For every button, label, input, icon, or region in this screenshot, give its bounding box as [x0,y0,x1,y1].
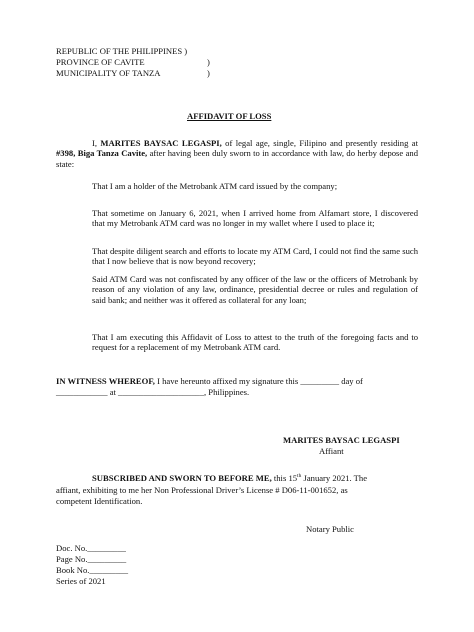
statement-3: That despite diligent search and efforts to locate my ATM Card, I could not find the same such that I now believe that is now beyond recovery; [92,246,418,267]
affiant-signature-name: MARITES BAYSAC LEGASPI [283,435,400,445]
subscribed-lead: SUBSCRIBED AND SWORN TO BEFORE ME, [92,473,272,483]
statement-5: That I am executing this Affidavit of Loss to attest to the truth of the foregoing facts and to request for a replacement of my Metrobank ATM card. [92,332,418,353]
statement-1: That I am a holder of the Metrobank ATM card issued by the company; [92,181,338,191]
header-municipality: MUNICIPALITY OF TANZA [56,68,161,78]
subscribed-line-2: affiant, exhibiting to me her Non Professional Driver’s License # D06-11-001652, as [56,485,348,495]
subscribed-line-1 [92,473,418,483]
header-province: PROVINCE OF CAVITE [56,57,145,67]
header-municipality-paren: ) [207,68,210,78]
document-title: AFFIDAVIT OF LOSS [187,111,272,121]
subscribed-line-3: competent Identification. [56,496,143,506]
header-province-paren: ) [207,57,210,67]
subscribed-date-post: January 2021. The [303,473,368,483]
doc-no: Doc. No._________ [56,543,126,553]
intro-pre-name: I, [92,138,98,148]
witness-lead: IN WITNESS WHEREOF, [56,376,155,386]
intro-post-address: after having been duly sworn to in accordance with law, do herby depose and state: [56,148,418,169]
series-year: Series of 2021 [56,576,106,586]
page-no: Page No._________ [56,554,127,564]
witness-line-1 [56,376,363,386]
witness-line-2: ____________ at ____________________, Philippines. [56,387,250,397]
intro-post-name: of legal age, single, Filipino and presently residing at [225,138,418,148]
statement-2: That sometime on January 6, 2021, when I arrived home from Alfamart store, I discovered that my Metrobank ATM card was no longer in my wallet where I used to place it; [92,208,418,229]
address-inline: #398, Biga Tanza Cavite, [56,148,148,159]
notary-public-label: Notary Public [306,524,354,534]
affiant-label: Affiant [319,446,344,456]
witness-rest: I have hereunto affixed my signature this _________ day of [157,376,363,386]
affiant-name-inline: MARITES BAYSAC LEGASPI, [100,138,222,148]
book-no: Book No._________ [56,565,129,575]
statement-4: Said ATM Card was not confiscated by any officer of the law or the officers of Metrobank by reason of any violation of any law, ordinance, presidential decree or rules and regulation of said bank; and neither was it offered as collateral for any loan; [92,274,418,305]
subscribed-date-pre: this 15 [273,473,298,483]
intro-paragraph [56,138,418,169]
date-ordinal-suffix: th [297,473,302,480]
header-republic: REPUBLIC OF THE PHILIPPINES ) [56,46,188,56]
